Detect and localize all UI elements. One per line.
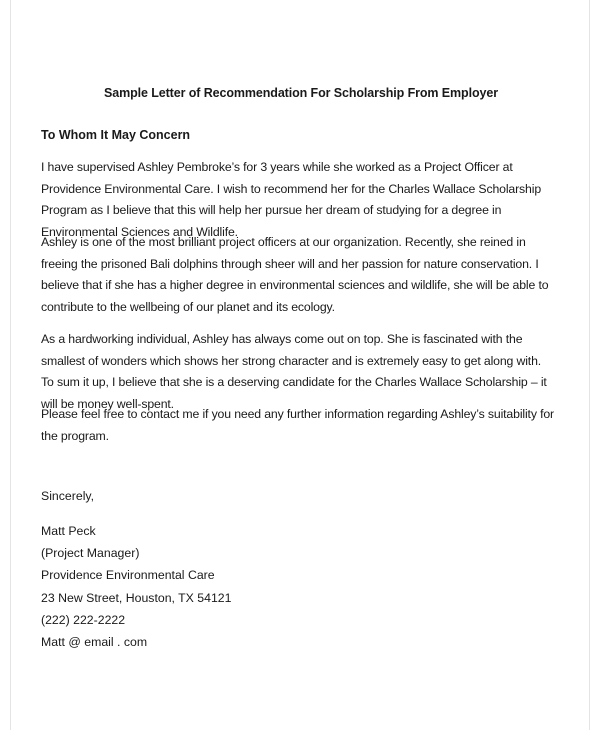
signer-role: (Project Manager) [41,546,140,561]
signer-name: Matt Peck [41,524,96,538]
paragraph-3: As a hardworking individual, Ashley has always come out on top. She is fascinated with the smallest of wonders which shows her strong character and is extremely easy to get along with. To sum it up, I believe that she is a deserving candidate for the Charles Wallace Scholarship – it will be money well-spent. [41,332,547,411]
paragraph-1: I have supervised Ashley Pembroke’s for 3 years while she worked as a Project Officer at Providence Environmental Care. I wish to recommend her for the Charles Wallace Scholarship Program as I believe that this will help her pursue her dream of studying for a degree in Environmental Sciences and Wildlife. [41,160,542,239]
letter-page [10,0,590,730]
closing: Sincerely, [41,489,95,503]
signer-address: 23 New Street, Houston, TX 54121 [41,590,232,605]
salutation: To Whom It May Concern [41,128,191,142]
signer-email: Matt @ email . com [41,635,148,650]
signature-block [41,520,232,653]
signer-phone: (222) 222-2222 [41,612,126,627]
signer-company: Providence Environmental Care [41,568,215,583]
paragraph-4: Please feel free to contact me if you need any further information regarding Ashley’s suitability for the program. [41,407,554,443]
paragraph-2: Ashley is one of the most brilliant project officers at our organization. Recently, she reined in freeing the prisoned Bali dolphins through sheer will and her passion for nature conservation. I believe that if she has a higher degree in environmental sciences and wildlife, she will be able to contribute to the wellbeing of our planet and its ecology. [41,235,549,314]
letter-title: Sample Letter of Recommendation For Scholarship From Employer [104,86,498,100]
